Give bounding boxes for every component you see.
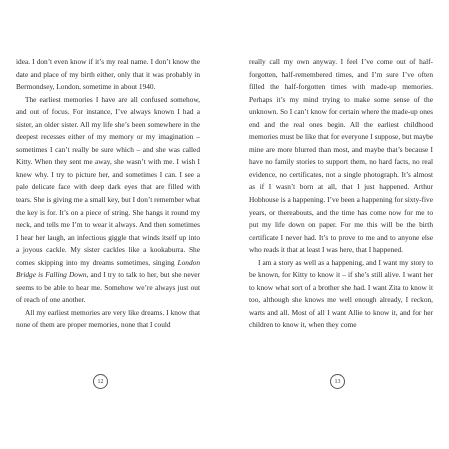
- paragraph-text: All my earliest memories are very like dreams. I know that none of them are proper memories, none that I could: [16, 307, 200, 330]
- paragraph: [16, 94, 200, 307]
- right-page-number: 13: [330, 374, 345, 389]
- italic-title: London Bridge is Falling Down: [16, 257, 200, 280]
- paragraph-text: , and I try to talk to her, but she never seems to be able to hear me. Somehow we’re always just out of reach of one another.: [16, 270, 200, 305]
- left-page: [16, 56, 200, 332]
- right-page: [249, 56, 433, 332]
- paragraph-text: The earliest memories I have are all confused somehow, and out of focus. For instance, I’ve always known I had a sister, an older sister. All my life she’s been somewhere in the deepest recesses either of my memory or my imagination – sometimes I can’t really be sure which – and she was called Kitty. When they sent me away, she wasn’t with me. I wish I knew why. I try to picture her, and sometimes I can. I see a pale delicate face with deep dark eyes that are filled with tears. She is giving me a small key, but I don’t remember what the key is for. It’s on a piece of string. She hangs it round my neck, and tells me I’m to wear it always. And then sometimes I hear her laugh, an infectious giggle that winds itself up into a joyous cackle. My sister cackles like a kookaburra. She comes skipping into my dreams sometimes, singing: [16, 94, 200, 267]
- paragraph: [249, 257, 433, 332]
- paragraph-text: idea. I don’t even know if it’s my real name. I don’t know the date and place of my birth either, only that it was probably in Bermondsey, London, sometime in about 1940.: [16, 57, 200, 92]
- left-page-number: 12: [93, 374, 108, 389]
- paragraph: [16, 307, 200, 332]
- paragraph-text: I am a story as well as a happening, and I want my story to be known, for Kitty to know it – if she’s still alive. I want her to know what sort of a brother she had. I want Zita to know it too, although she knows me well enough already, I reckon, warts and all. Most of all I want Allie to know it, and for her children to know it, when they come: [249, 257, 433, 330]
- paragraph: [249, 56, 433, 257]
- paragraph: [16, 56, 200, 94]
- paragraph-text: really call my own anyway. I feel I’ve come out of half-forgotten, half-remembered times, and I’m sure I’ve often filled the half-forgotten times with made-up memories. Perhaps it’s my mind trying to make some sense of the unknown. So I can’t know for certain where the made-up ones end and the real ones begin. All the earliest childhood memories must be like that for everyone I suppose, but maybe mine are more blurred than most, and maybe that’s because I have no family stories to support them, no hard facts, no real evidence, no certificates, not a single photograph. It’s almost as if I wasn’t born at all, that I just happened. Arthur Hobhouse is a happening. I’ve been a happening for sixty-five years, or thereabouts, and the time has come now for me to put my life down on paper. For me this will be the birth certificate I never had. It’s to prove to me and to anyone else who reads it that at least I was here, that I happened.: [249, 57, 433, 255]
